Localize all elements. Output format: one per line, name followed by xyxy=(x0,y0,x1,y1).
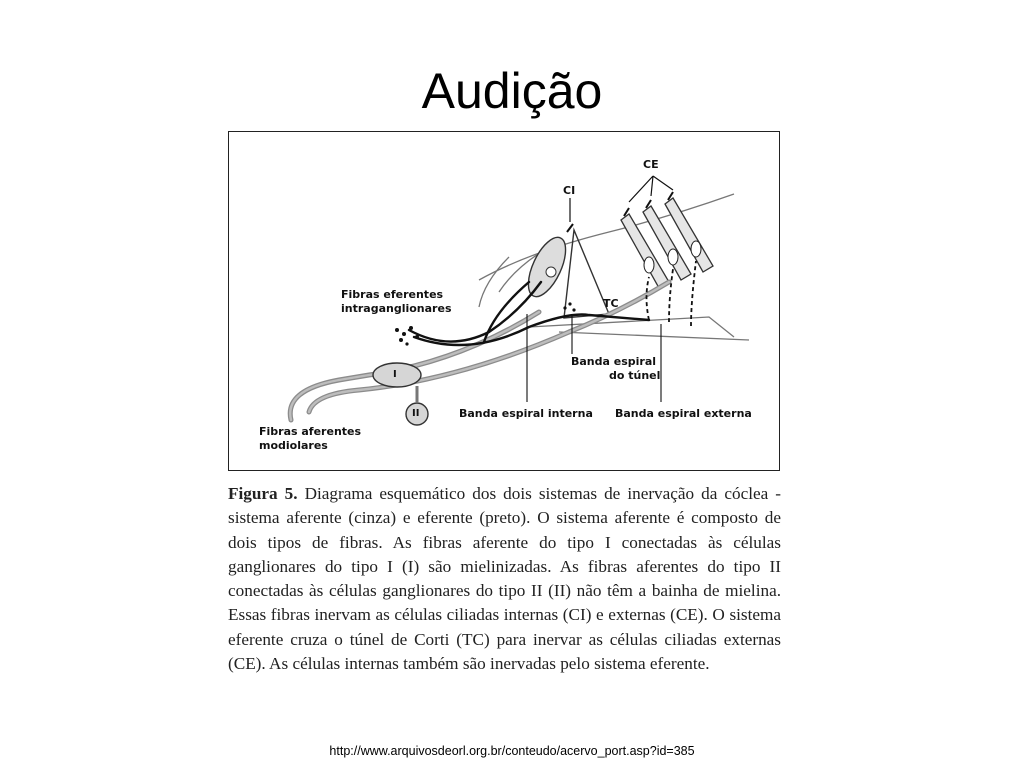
ihc-stereocilia xyxy=(567,224,573,232)
label-i: I xyxy=(393,369,397,380)
efferent-to-ohc-3 xyxy=(691,261,696,326)
figure-number: Figura 5. xyxy=(228,484,298,503)
ganglion-cell-type-i xyxy=(373,363,421,387)
inner-sulcus-outline xyxy=(479,257,509,307)
cochlea-innervation-diagram xyxy=(228,131,780,471)
label-ce: CE xyxy=(643,158,659,171)
label-ci: CI xyxy=(563,184,576,197)
label-banda-tunel-2: do túnel xyxy=(609,369,661,382)
caption-text: Diagrama esquemático dos dois sistemas de inervação da cóclea - sistema aferente (cinza) e eferente (preto). O sistema aferente é composto de dois tipos de fibras. As fibras aferente do tipo I conectadas às células ganglionares do tipo I (I) são mielinizadas. As fibras aferentes do tipo II conectadas às células ganglionares do tipo II (II) não têm a bainha de mielina. Essas fibras inervam as células ciliadas internas (CI) e externas (CE). O sistema eferente cruza o túnel de Corti (TC) para inervar as células ciliadas externas (CE). As células internas também são inervadas pelo sistema eferente. xyxy=(228,484,781,674)
label-ii: II xyxy=(412,408,420,419)
inner-hair-cell-nucleus xyxy=(546,267,556,277)
label-fibras-eferentes-2: intraganglionares xyxy=(341,302,452,315)
label-tc: TC xyxy=(603,297,619,310)
label-banda-tunel-1: Banda espiral xyxy=(571,355,657,368)
efferent-to-ohc-2 xyxy=(669,269,673,322)
lower-membrane xyxy=(559,332,749,340)
label-fibras-aferentes-1: Fibras aferentes xyxy=(259,425,362,438)
efferent-to-ohc-1 xyxy=(647,277,650,320)
label-fibras-eferentes-1: Fibras eferentes xyxy=(341,288,444,301)
label-banda-espiral-externa: Banda espiral externa xyxy=(615,407,752,420)
inner-hair-cell xyxy=(521,232,573,302)
figure-caption xyxy=(228,482,781,676)
ce-pointers xyxy=(629,176,673,202)
label-banda-espiral-interna: Banda espiral interna xyxy=(459,407,593,420)
ohc-nucleus-1 xyxy=(644,257,654,273)
label-fibras-aferentes-2: modiolares xyxy=(259,439,328,452)
slide-title: Audição xyxy=(421,63,603,119)
ohc-nucleus-2 xyxy=(668,249,678,265)
source-link[interactable]: http://www.arquivosdeorl.org.br/conteudo/acervo_port.asp?id=385 xyxy=(329,744,695,758)
ohc-nucleus-3 xyxy=(691,241,701,257)
